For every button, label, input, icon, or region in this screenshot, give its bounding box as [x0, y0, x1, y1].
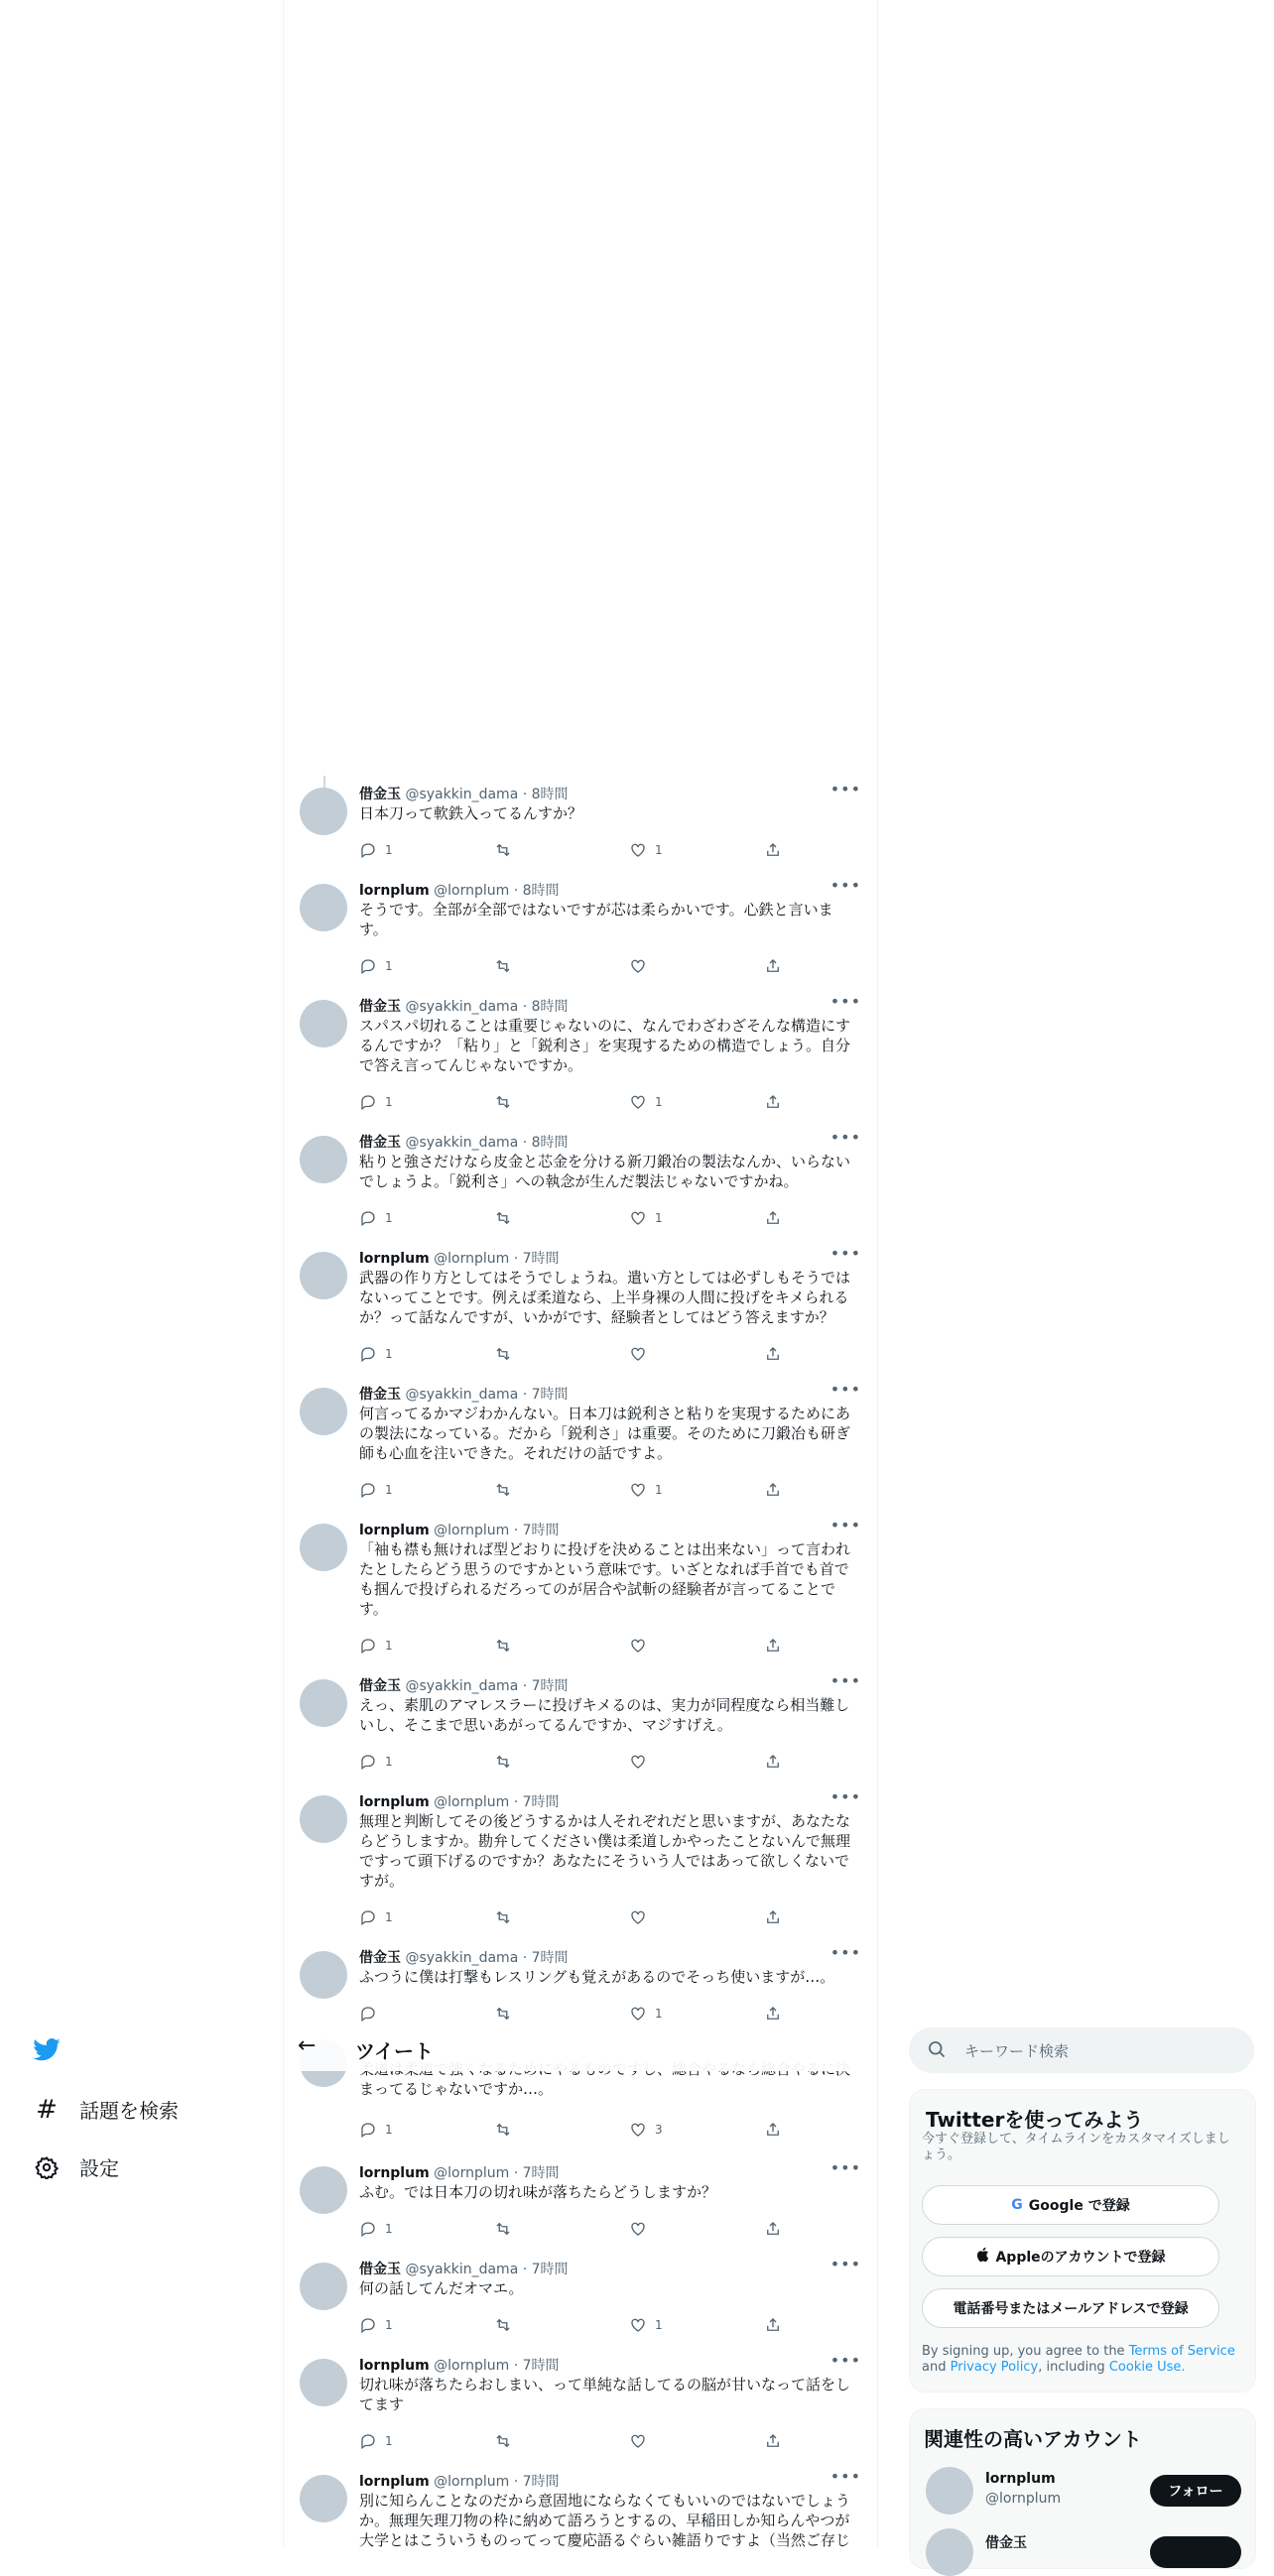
tweet-actions — [359, 1345, 786, 1367]
like-count: 1 — [655, 2007, 663, 2021]
author-handle[interactable]: @syakkin_dama — [405, 1387, 519, 1403]
tweet-header: lornplum @lornplum · 7時間 — [359, 1523, 560, 1538]
tweet-header: 借金玉 @syakkin_dama · 8時間 — [359, 1135, 569, 1151]
account-name[interactable]: lornplum — [985, 2471, 1056, 2487]
heart-icon — [629, 1908, 647, 1926]
author-handle[interactable]: @lornplum — [434, 1794, 510, 1810]
tweet[interactable] — [284, 1516, 877, 1672]
reply-button[interactable] — [359, 1481, 393, 1499]
tweet-time[interactable]: 7時間 — [522, 1794, 560, 1810]
main-column-right-border — [877, 0, 878, 2547]
share-button[interactable] — [764, 1481, 782, 1499]
avatar[interactable] — [300, 1136, 347, 1183]
author-handle[interactable]: @lornplum — [434, 2358, 510, 2374]
retweet-icon — [494, 1093, 512, 1111]
reply-button[interactable] — [359, 2432, 393, 2450]
retweet-button[interactable] — [494, 1637, 520, 1655]
like-button[interactable] — [629, 1481, 663, 1499]
share-icon — [764, 1753, 782, 1771]
heart-icon — [629, 1637, 647, 1655]
avatar[interactable] — [300, 1795, 347, 1843]
related-accounts-card — [909, 2408, 1256, 2569]
reply-count: 1 — [385, 2434, 393, 2448]
more-icon[interactable]: ••• — [829, 1943, 861, 1962]
tweet[interactable] — [284, 1380, 877, 1517]
tweet-text: 無理と判断してその後どうするかは人それぞれだと思いますが、あなたならどうしますか。勘弁してください僕は柔道しかやったことないんで無理ですって頭下げるのですか？あなたにそういう人ではあって欲しくないですが。 — [359, 1812, 851, 1890]
tweet-header: 借金玉 @syakkin_dama · 7時間 — [359, 1387, 569, 1403]
tweet-actions — [359, 1908, 786, 1930]
like-button[interactable] — [629, 2005, 663, 2023]
share-icon — [764, 1345, 782, 1363]
tweet[interactable] — [284, 992, 877, 1129]
like-button[interactable] — [629, 1345, 655, 1363]
like-count: 1 — [655, 1483, 663, 1497]
like-button[interactable] — [629, 2220, 655, 2238]
share-icon — [764, 2005, 782, 2023]
retweet-button[interactable] — [494, 2220, 520, 2238]
tweet-header: 借金玉 @syakkin_dama · 7時間 — [359, 2262, 569, 2277]
tweet[interactable] — [284, 876, 877, 993]
more-icon[interactable]: ••• — [829, 1128, 861, 1147]
author-name[interactable]: 借金玉 — [359, 1678, 401, 1694]
page-title: ツイート — [355, 2039, 434, 2063]
twitter-bird-icon[interactable] — [32, 2035, 62, 2065]
reply-icon — [359, 1637, 377, 1655]
like-button[interactable] — [629, 1209, 663, 1227]
retweet-button[interactable] — [494, 841, 520, 859]
retweet-button[interactable] — [494, 1481, 520, 1499]
tweet[interactable] — [284, 1787, 877, 1944]
retweet-icon — [494, 2005, 512, 2023]
author-handle[interactable]: @syakkin_dama — [405, 1135, 519, 1151]
reply-count: 1 — [385, 1347, 393, 1361]
tweet-actions — [359, 1637, 786, 1658]
like-button[interactable] — [629, 957, 655, 975]
avatar[interactable] — [300, 1000, 347, 1047]
tweet-text: 武器の作り方としてはそうでしょうね。遣い方としては必ずしもそうではないってことです。例えば柔道なら、上半身裸の人間に投げをキメられるか？って話なんですが、いかがです、経験者としてはどう答えますか？ — [359, 1269, 851, 1326]
tweet-time[interactable]: 8時間 — [531, 999, 569, 1015]
tweet[interactable] — [284, 780, 877, 877]
reply-button[interactable] — [359, 2220, 393, 2238]
phone-signup-label: 電話番号またはメールアドレスで登録 — [953, 2301, 1189, 2317]
more-icon[interactable]: ••• — [829, 2255, 861, 2273]
privacy-link[interactable]: Privacy Policy — [950, 2360, 1039, 2375]
reply-count: 1 — [385, 1095, 393, 1109]
author-name[interactable]: lornplum — [359, 1251, 430, 1267]
heart-icon — [629, 2316, 647, 2334]
reply-icon — [359, 2121, 377, 2139]
tweet-actions — [359, 841, 786, 863]
hashtag-icon: # — [36, 2094, 58, 2125]
like-button[interactable] — [629, 2432, 655, 2450]
more-icon[interactable]: ••• — [829, 1516, 861, 1534]
reply-button[interactable] — [359, 1345, 393, 1363]
retweet-button[interactable] — [494, 1753, 520, 1771]
heart-icon — [629, 841, 647, 859]
reply-button[interactable] — [359, 1093, 393, 1111]
tweet-time[interactable]: 7時間 — [522, 1523, 560, 1538]
retweet-icon — [494, 957, 512, 975]
tweet-actions — [359, 1093, 786, 1115]
google-signup-label: Google で登録 — [1028, 2198, 1130, 2214]
share-button[interactable] — [764, 1753, 782, 1771]
tweet-time[interactable]: 7時間 — [522, 2474, 560, 2490]
share-button[interactable] — [764, 1345, 782, 1363]
heart-icon — [629, 2220, 647, 2238]
reply-button[interactable] — [359, 1209, 393, 1227]
tweet-actions — [359, 1209, 786, 1231]
retweet-button[interactable] — [494, 1209, 520, 1227]
share-button[interactable] — [764, 1908, 782, 1926]
author-handle[interactable]: @lornplum — [434, 2165, 510, 2181]
tweet-text: ふつうに僕は打撃もレスリングも覚えがあるのでそっち使いますが…。 — [359, 1968, 835, 1986]
tweet-time[interactable]: 8時間 — [522, 883, 560, 899]
tweet-actions — [359, 2005, 786, 2026]
apple-signup-button[interactable] — [922, 2237, 1219, 2276]
tweet-header: lornplum @lornplum · 7時間 — [359, 2165, 560, 2181]
author-name[interactable]: 借金玉 — [359, 787, 401, 802]
tweet[interactable] — [284, 1671, 877, 1788]
reply-button[interactable] — [359, 1637, 393, 1655]
avatar[interactable] — [300, 884, 347, 931]
follow-button[interactable] — [1150, 2536, 1241, 2568]
more-icon[interactable]: ••• — [829, 1244, 861, 1263]
heart-icon — [629, 1093, 647, 1111]
like-count: 1 — [655, 1211, 663, 1225]
share-button[interactable] — [764, 1637, 782, 1655]
author-name[interactable]: lornplum — [359, 1523, 430, 1538]
tweet-text: 日本刀って軟鉄入ってるんすか？ — [359, 804, 583, 822]
tweet-text: ふむ。では日本刀の切れ味が落ちたらどうしますか？ — [359, 2183, 717, 2201]
phone-signup-button[interactable] — [922, 2288, 1219, 2328]
heart-icon — [629, 2432, 647, 2450]
tweet-header: 借金玉 @syakkin_dama · 8時間 — [359, 999, 569, 1015]
heart-icon — [629, 1753, 647, 1771]
tweet[interactable] — [284, 2351, 877, 2468]
avatar[interactable] — [300, 2263, 347, 2310]
tweet-text: 切れ味が落ちたらおしまい、って単純な話してるの脳が甘いなって話をしてます — [359, 2376, 851, 2413]
tweet[interactable] — [284, 2158, 877, 2256]
reply-icon — [359, 1481, 377, 1499]
author-handle[interactable]: @lornplum — [434, 1251, 510, 1267]
reply-icon — [359, 2220, 377, 2238]
share-icon — [764, 2220, 782, 2238]
search-bar[interactable] — [909, 2027, 1254, 2073]
like-count: 3 — [655, 2123, 663, 2137]
tweet[interactable] — [284, 2255, 877, 2352]
retweet-icon — [494, 1481, 512, 1499]
tweet-time[interactable]: 7時間 — [522, 2358, 560, 2374]
heart-icon — [629, 2121, 647, 2139]
avatar[interactable] — [300, 2475, 347, 2522]
share-icon — [764, 2316, 782, 2334]
author-name[interactable]: 借金玉 — [359, 999, 401, 1015]
reply-button[interactable] — [359, 1908, 393, 1926]
reply-count: 1 — [385, 2318, 393, 2332]
reply-count: 1 — [385, 1483, 393, 1497]
reply-icon — [359, 1753, 377, 1771]
tweet-text: えっ、素肌のアマレスラーに投げキメるのは、実力が同程度なら相当難しいし、そこまで思いあがってるんですか、マジすげえ。 — [359, 1696, 850, 1734]
reply-icon — [359, 841, 377, 859]
tweet-text: 粘りと強さだけなら皮金と芯金を分ける新刀鍛冶の製法なんか、いらないでしょうよ。「鋭利さ」への執念が生んだ製法じゃないですかね。 — [359, 1153, 851, 1190]
tweet-time[interactable]: 8時間 — [531, 787, 569, 802]
author-handle[interactable]: @syakkin_dama — [405, 787, 519, 802]
author-handle[interactable]: @syakkin_dama — [405, 1950, 519, 1966]
retweet-button[interactable] — [494, 2005, 520, 2023]
author-handle[interactable]: @lornplum — [434, 2474, 510, 2490]
share-button[interactable] — [764, 957, 782, 975]
share-button[interactable] — [764, 841, 782, 859]
account-handle: @lornplum — [985, 2491, 1062, 2507]
reply-icon — [359, 2432, 377, 2450]
tweet-actions — [359, 957, 786, 979]
more-icon[interactable]: ••• — [829, 2158, 861, 2177]
signup-card — [909, 2089, 1256, 2392]
author-name[interactable]: lornplum — [359, 2474, 430, 2490]
share-button[interactable] — [764, 1093, 782, 1111]
tweet-text: まってるじゃないですか…。 — [359, 2080, 554, 2098]
share-icon — [764, 1908, 782, 1926]
tweet-text: スパスパ切れることは重要じゃないのに、なんでわざわざそんな構造にするんですか？「粘り」と「鋭利さ」を実現するための構造でしょう。自分で答え言ってんじゃないですか。 — [359, 1017, 851, 1074]
tweet-time[interactable]: 7時間 — [522, 1251, 560, 1267]
share-button[interactable] — [764, 2121, 782, 2139]
tweet-time[interactable]: 7時間 — [531, 1950, 569, 1966]
reply-count: 1 — [385, 843, 393, 857]
author-handle[interactable]: @syakkin_dama — [405, 2262, 519, 2277]
avatar[interactable] — [300, 788, 347, 835]
tweet-time[interactable]: 7時間 — [531, 2262, 569, 2277]
retweet-button[interactable] — [494, 1345, 520, 1363]
tweet-text: 何の話してんだオマエ。 — [359, 2279, 524, 2297]
avatar[interactable] — [300, 1679, 347, 1727]
share-button[interactable] — [764, 2005, 782, 2023]
author-handle[interactable]: @syakkin_dama — [405, 1678, 519, 1694]
retweet-icon — [494, 1908, 512, 1926]
nav-settings-label: 設定 — [79, 2156, 119, 2180]
account-name[interactable]: 借金玉 — [985, 2535, 1027, 2551]
reply-button[interactable] — [359, 2316, 393, 2334]
share-button[interactable] — [764, 2432, 782, 2450]
google-icon: G — [1011, 2197, 1023, 2213]
cookie-link[interactable]: Cookie Use. — [1108, 2360, 1186, 2375]
share-icon — [764, 1209, 782, 1227]
reply-icon — [359, 1093, 377, 1111]
retweet-button[interactable] — [494, 1093, 520, 1111]
tweet[interactable] — [284, 1244, 877, 1381]
share-icon — [764, 1093, 782, 1111]
search-icon — [927, 2039, 947, 2059]
like-count: 1 — [655, 2318, 663, 2332]
share-button[interactable] — [764, 1209, 782, 1227]
reply-button[interactable] — [359, 1753, 393, 1771]
tweet-header: 借金玉 @syakkin_dama · 7時間 — [359, 1678, 569, 1694]
retweet-icon — [494, 1209, 512, 1227]
reply-button[interactable] — [359, 957, 393, 975]
more-icon[interactable]: ••• — [829, 1671, 861, 1690]
retweet-icon — [494, 2121, 512, 2139]
nav-explore[interactable] — [34, 2095, 179, 2124]
tweet-page-header — [284, 2027, 877, 2071]
more-icon[interactable]: ••• — [829, 2467, 861, 2486]
reply-count: 1 — [385, 959, 393, 973]
like-button[interactable] — [629, 1908, 655, 1926]
more-icon[interactable]: ••• — [829, 1787, 861, 1806]
retweet-button[interactable] — [494, 957, 520, 975]
reply-button[interactable] — [359, 2121, 393, 2139]
tweet-time[interactable]: 7時間 — [531, 1387, 569, 1403]
retweet-button[interactable] — [494, 1908, 520, 1926]
google-signup-button[interactable] — [922, 2185, 1219, 2225]
avatar[interactable] — [300, 1951, 347, 1999]
like-button[interactable] — [629, 1093, 663, 1111]
retweet-button[interactable] — [494, 2432, 520, 2450]
author-name[interactable]: 借金玉 — [359, 1950, 401, 1966]
retweet-button[interactable] — [494, 2121, 520, 2139]
tweet-header: lornplum @lornplum · 7時間 — [359, 1251, 560, 1267]
author-name[interactable]: lornplum — [359, 2165, 430, 2181]
reply-icon — [359, 2005, 377, 2023]
share-button[interactable] — [764, 2316, 782, 2334]
retweet-icon — [494, 841, 512, 859]
tweet[interactable] — [284, 1943, 877, 2040]
tweet-actions — [359, 2220, 786, 2242]
tweet-header: 借金玉 @syakkin_dama · 8時間 — [359, 787, 569, 802]
retweet-icon — [494, 2432, 512, 2450]
author-name[interactable]: lornplum — [359, 2358, 430, 2374]
share-icon — [764, 1637, 782, 1655]
reply-button[interactable] — [359, 2005, 385, 2023]
more-icon[interactable]: ••• — [829, 2351, 861, 2370]
nav-explore-label: 話題を検索 — [79, 2099, 179, 2123]
author-name[interactable]: 借金玉 — [359, 2262, 401, 2277]
related-title: 関連性の高いアカウント — [924, 2427, 1142, 2451]
author-name[interactable]: lornplum — [359, 1794, 430, 1810]
tweet-text: 何言ってるかマジわかんない。日本刀は鋭利さと粘りを実現するためにあの製法になっている。だから「鋭利さ」は重要。そのために刀鍛冶も研ぎ師も心血を注いできた。それだけの話ですよ。 — [359, 1405, 851, 1462]
reply-count: 1 — [385, 2222, 393, 2236]
avatar[interactable] — [300, 2166, 347, 2214]
tweet[interactable] — [284, 2467, 877, 2547]
gear-icon — [34, 2154, 60, 2180]
retweet-button[interactable] — [494, 2316, 520, 2334]
heart-icon — [629, 957, 647, 975]
more-icon[interactable]: ••• — [829, 992, 861, 1011]
heart-icon — [629, 2005, 647, 2023]
avatar[interactable] — [926, 2467, 973, 2515]
tweet-actions — [359, 2121, 786, 2143]
reply-count: 1 — [385, 1639, 393, 1653]
tweet-header: lornplum @lornplum · 8時間 — [359, 883, 560, 899]
heart-icon — [629, 1345, 647, 1363]
tweet-text: 「袖も襟も無ければ型どおりに投げを決めることは出来ない」って言われたとしたらどう思うのですかという意味です。いざとなれば手首でも首でも掴んで投げられるだろってのが居合や試斬の経験者が言ってることです。 — [359, 1540, 851, 1618]
signup-subtitle: 今すぐ登録して、タイムラインをカスタマイズしましょう。 — [922, 2132, 1230, 2162]
tweet-header: lornplum @lornplum · 7時間 — [359, 1794, 560, 1810]
like-button[interactable] — [629, 2316, 663, 2334]
reply-count: 1 — [385, 1211, 393, 1225]
more-icon[interactable]: ••• — [829, 780, 861, 798]
reply-count: 1 — [385, 1755, 393, 1769]
tweet-header: lornplum @lornplum · 7時間 — [359, 2474, 560, 2490]
tweet-header: lornplum @lornplum · 7時間 — [359, 2358, 560, 2374]
author-handle[interactable]: @lornplum — [434, 1523, 510, 1538]
share-icon — [764, 2121, 782, 2139]
arrow-left-icon[interactable]: ← — [298, 2033, 317, 2058]
like-count: 1 — [655, 843, 663, 857]
apple-signup-label: Appleのアカウントで登録 — [995, 2250, 1166, 2266]
reply-count: 1 — [385, 1910, 393, 1924]
share-button[interactable] — [764, 2220, 782, 2238]
signup-title: Twitterを使ってみよう — [926, 2108, 1144, 2132]
tweet-header: 借金玉 @syakkin_dama · 7時間 — [359, 1950, 569, 1966]
tweet-text: 別に知らんことなのだから意固地にならなくてもいいのではないでしょうか。無理矢理刀物の枠に納めて語ろうとするの、早稲田しか知らんやつが大学とはこういうものってって慶応語るぐらい雑語りですよ（当然ご存じ — [359, 2492, 851, 2547]
tweet-time[interactable]: 7時間 — [522, 2165, 560, 2181]
tweet-actions — [359, 2432, 786, 2454]
avatar[interactable] — [926, 2528, 973, 2576]
avatar[interactable] — [300, 2359, 347, 2406]
author-name[interactable]: 借金玉 — [359, 1387, 401, 1403]
more-icon[interactable]: ••• — [829, 876, 861, 895]
reply-icon — [359, 2316, 377, 2334]
heart-icon — [629, 1481, 647, 1499]
tweet-actions — [359, 1481, 786, 1503]
reply-button[interactable] — [359, 841, 393, 859]
tweet-actions — [359, 2316, 786, 2338]
search-placeholder: キーワード検索 — [964, 2042, 1070, 2060]
share-icon — [764, 1481, 782, 1499]
like-button[interactable] — [629, 841, 663, 859]
tweet-time[interactable]: 8時間 — [531, 1135, 569, 1151]
apple-icon — [975, 2247, 989, 2267]
author-name[interactable]: 借金玉 — [359, 1135, 401, 1151]
share-icon — [764, 957, 782, 975]
tweet-text: そうです。全部が全部ではないですが芯は柔らかいです。心鉄と言います。 — [359, 901, 833, 938]
reply-count: 1 — [385, 2123, 393, 2137]
retweet-icon — [494, 1753, 512, 1771]
reply-icon — [359, 1345, 377, 1363]
nav-settings[interactable] — [34, 2152, 119, 2181]
author-name[interactable]: lornplum — [359, 883, 430, 899]
avatar[interactable] — [300, 1388, 347, 1435]
reply-icon — [359, 1209, 377, 1227]
signup-legal-text: By signing up, you agree to the Terms of Service and Privacy Policy, including Cookie Use. — [922, 2344, 1235, 2375]
retweet-icon — [494, 2316, 512, 2334]
avatar[interactable] — [300, 1524, 347, 1571]
follow-button[interactable]: フォロー — [1150, 2475, 1241, 2507]
tweet[interactable] — [284, 1128, 877, 1245]
retweet-icon — [494, 2220, 512, 2238]
share-icon — [764, 2432, 782, 2450]
terms-link[interactable]: Terms of Service — [1128, 2344, 1235, 2359]
retweet-icon — [494, 1345, 512, 1363]
like-button[interactable] — [629, 1637, 655, 1655]
retweet-icon — [494, 1637, 512, 1655]
share-icon — [764, 841, 782, 859]
like-button[interactable] — [629, 1753, 655, 1771]
avatar[interactable] — [300, 1252, 347, 1299]
author-handle[interactable]: @syakkin_dama — [405, 999, 519, 1015]
more-icon[interactable]: ••• — [829, 1380, 861, 1399]
tweet-time[interactable]: 7時間 — [531, 1678, 569, 1694]
tweet-actions — [359, 1753, 786, 1775]
reply-icon — [359, 1908, 377, 1926]
author-handle[interactable]: @lornplum — [434, 883, 510, 899]
like-count: 1 — [655, 1095, 663, 1109]
reply-icon — [359, 957, 377, 975]
like-button[interactable] — [629, 2121, 663, 2139]
heart-icon — [629, 1209, 647, 1227]
